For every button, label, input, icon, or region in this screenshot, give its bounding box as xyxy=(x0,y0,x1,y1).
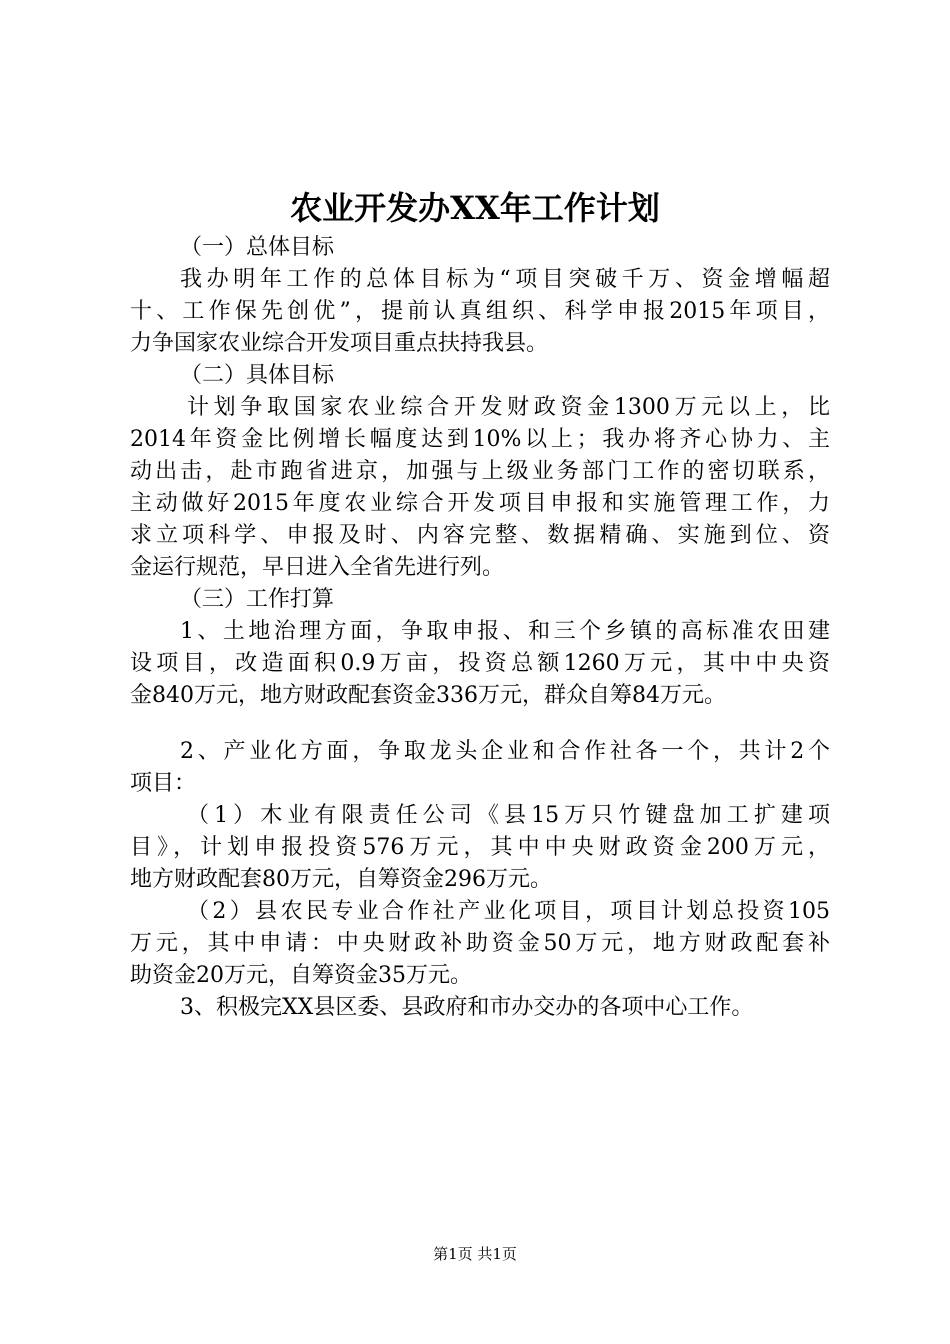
paragraph-line: 万元，其中申请：中央财政补助资金50万元，地方财政配套补 xyxy=(130,931,830,956)
section-heading-3: （三）工作打算 xyxy=(180,587,335,612)
paragraph-line: 求立项科学、申报及时、内容完整、数据精确、实施到位、资 xyxy=(130,523,830,548)
paragraph-line: 我办明年工作的总体目标为“项目突破千万、资金增幅超 xyxy=(180,267,830,292)
paragraph-line: 目》，计划申报投资576万元，其中中央财政资金200万元， xyxy=(130,835,830,860)
paragraph-line: 2、产业化方面，争取龙头企业和合作社各一个，共计2个 xyxy=(180,739,830,764)
paragraph-line: 力争国家农业综合开发项目重点扶持我县。 xyxy=(130,331,549,356)
paragraph-line: （2）县农民专业合作社产业化项目，项目计划总投资105 xyxy=(187,899,830,924)
paragraph-line: 3、积极完XX县区委、县政府和市办交办的各项中心工作。 xyxy=(180,995,754,1020)
paragraph-line: 地方财政配套80万元，自筹资金296万元。 xyxy=(130,867,552,892)
paragraph-line: 项目： xyxy=(130,771,197,796)
paragraph-line: 设项目，改造面积0.9万亩，投资总额1260万元，其中中央资 xyxy=(130,651,830,676)
paragraph-line: 金840万元，地方财政配套资金336万元，群众自筹84万元。 xyxy=(130,683,726,708)
paragraph-line: 十、工作保先创优”，提前认真组织、科学申报2015年项目， xyxy=(130,299,830,324)
paragraph-line: （1）木业有限责任公司《县15万只竹键盘加工扩建项 xyxy=(187,803,830,828)
page-footer: 第1页 共1页 xyxy=(433,1245,517,1263)
section-heading-2: （二）具体目标 xyxy=(180,363,335,388)
paragraph-line: 动出击，赴市跑省进京，加强与上级业务部门工作的密切联系， xyxy=(130,459,830,484)
paragraph-line: 金运行规范，早日进入全省先进行列。 xyxy=(130,555,505,580)
paragraph-line: 计划争取国家农业综合开发财政资金1300万元以上，比 xyxy=(187,395,830,420)
paragraph-line: 助资金20万元，自筹资金35万元。 xyxy=(130,963,472,988)
paragraph-line: 2014年资金比例增长幅度达到10%以上；我办将齐心协力、主 xyxy=(130,427,830,452)
document-title: 农业开发办XX年工作计划 xyxy=(290,189,660,227)
paragraph-line: 1、土地治理方面，争取申报、和三个乡镇的高标准农田建 xyxy=(180,619,830,644)
paragraph-line: 主动做好2015年度农业综合开发项目申报和实施管理工作，力 xyxy=(130,491,830,516)
section-heading-1: （一）总体目标 xyxy=(180,235,335,260)
